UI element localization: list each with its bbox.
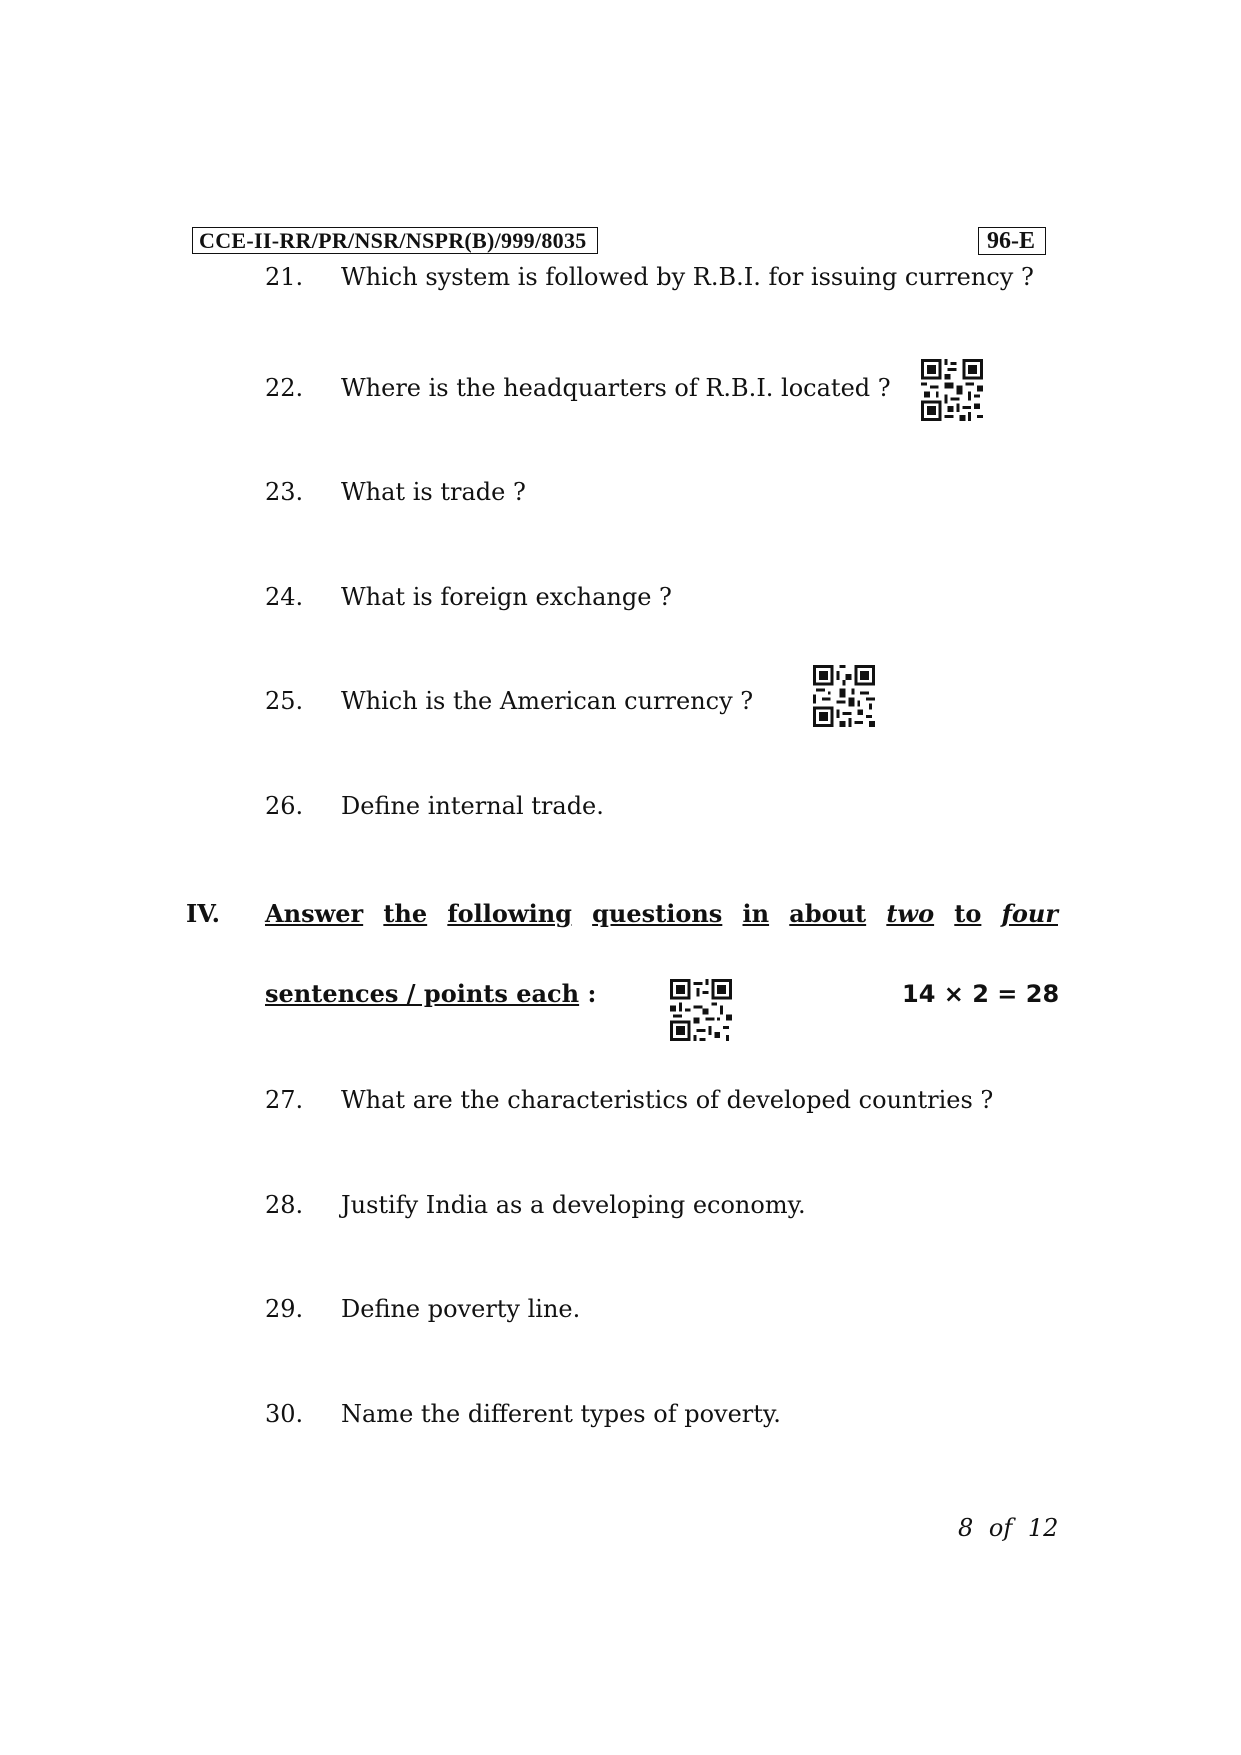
- question-number: 27.: [265, 1086, 304, 1114]
- instruction-word: four: [1001, 899, 1058, 928]
- question-21: [265, 262, 1034, 292]
- instruction-word: following: [447, 899, 572, 928]
- section-number: IV.: [186, 899, 221, 928]
- subject-code: 96-E: [978, 227, 1046, 255]
- qr-code-icon: [670, 979, 732, 1041]
- question-29: [265, 1294, 580, 1324]
- question-number: 28.: [265, 1191, 304, 1219]
- qr-code-icon: [813, 665, 875, 727]
- question-text: Which is the American currency ?: [341, 687, 754, 715]
- question-25: [265, 686, 753, 716]
- question-text: Define internal trade.: [341, 792, 604, 820]
- question-text: What are the characteristics of developed countries ?: [341, 1086, 994, 1114]
- question-24: [265, 582, 672, 612]
- question-number: 23.: [265, 478, 304, 506]
- question-number: 21.: [265, 263, 304, 291]
- question-28: [265, 1190, 806, 1220]
- question-number: 29.: [265, 1295, 304, 1323]
- question-23: [265, 477, 526, 507]
- instruction-word: Answer: [265, 899, 364, 928]
- question-number: 26.: [265, 792, 304, 820]
- question-number: 24.: [265, 583, 304, 611]
- question-text: What is foreign exchange ?: [341, 583, 672, 611]
- question-22: [265, 373, 891, 403]
- question-text: Which system is followed by R.B.I. for issuing currency ?: [341, 263, 1034, 291]
- instruction-word: about: [789, 899, 867, 928]
- instruction-word: to: [954, 899, 982, 928]
- qr-code-icon: [921, 359, 983, 421]
- question-26: [265, 791, 604, 821]
- question-text: Where is the headquarters of R.B.I. located ?: [341, 374, 891, 402]
- section-instruction-line2: [265, 979, 596, 1009]
- paper-code: CCE-II-RR/PR/NSR/NSPR(B)/999/8035: [192, 227, 598, 254]
- question-text: Justify India as a developing economy.: [341, 1191, 806, 1219]
- question-text: Define poverty line.: [341, 1295, 581, 1323]
- question-text: What is trade ?: [341, 478, 526, 506]
- question-number: 25.: [265, 687, 304, 715]
- question-number: 30.: [265, 1400, 304, 1428]
- instruction-text: sentences / points each: [265, 979, 580, 1008]
- question-30: [265, 1399, 781, 1429]
- section-marks: 14 × 2 = 28: [902, 980, 1060, 1008]
- instruction-word: the: [383, 899, 428, 928]
- question-text: Name the different types of poverty.: [341, 1400, 781, 1428]
- instruction-word: two: [886, 899, 935, 928]
- instruction-colon: :: [587, 979, 597, 1008]
- page-number: 8 of 12: [958, 1514, 1059, 1542]
- question-number: 22.: [265, 374, 304, 402]
- section-instruction-line1: [265, 899, 1058, 929]
- instruction-word: questions: [592, 899, 723, 928]
- instruction-word: in: [742, 899, 770, 928]
- question-27: [265, 1085, 993, 1115]
